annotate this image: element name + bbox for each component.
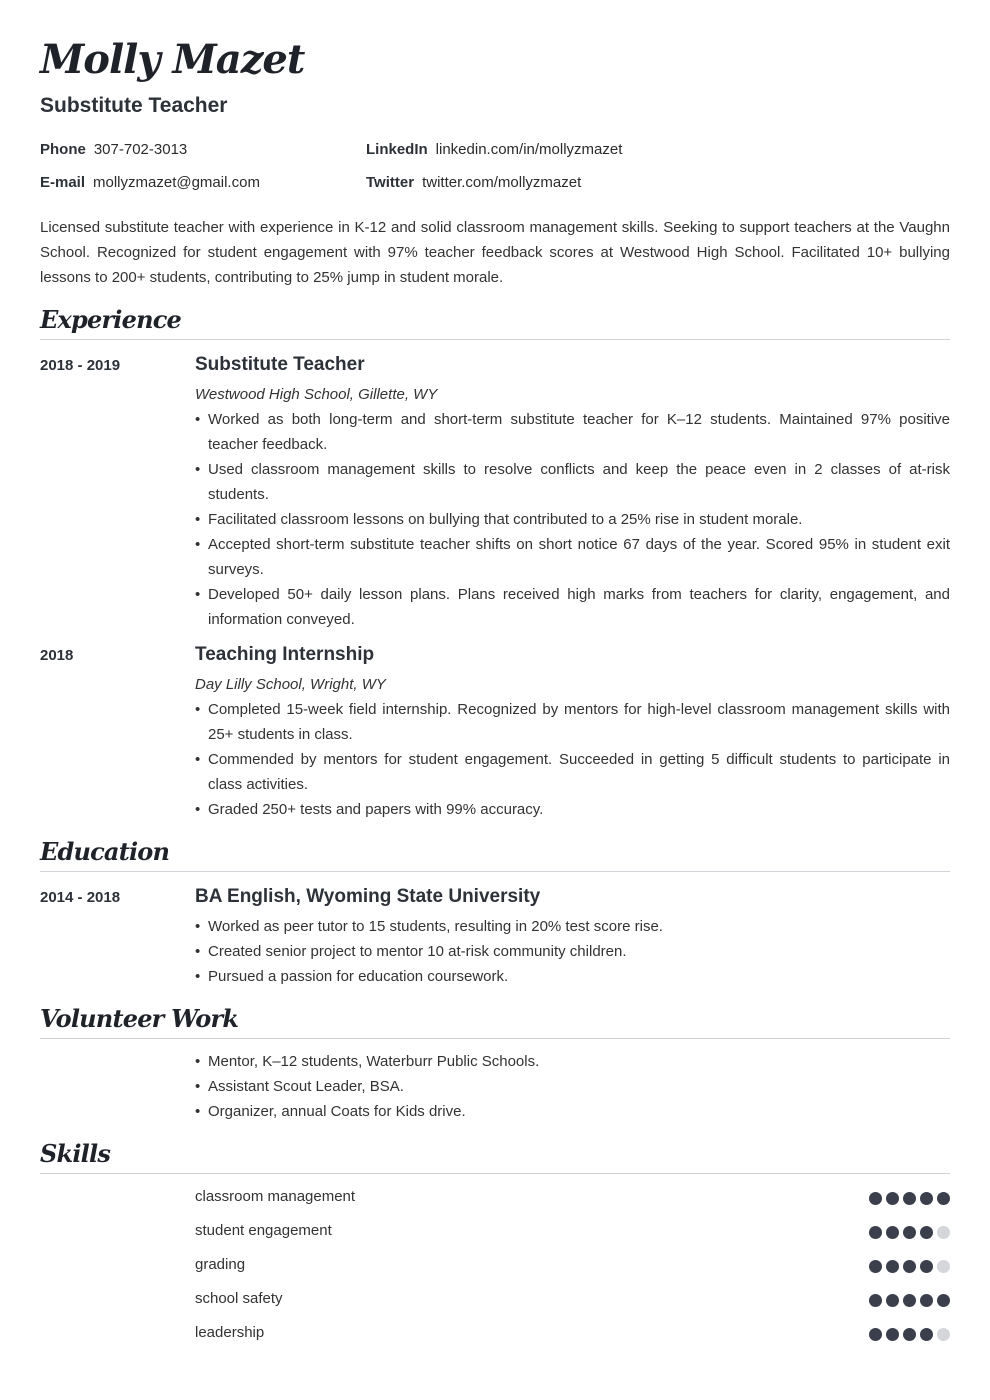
job-1-dates: 2018 - 2019 (40, 357, 121, 374)
list-item: • Completed 15-week field internship. Recognized by mentors for high-level classroom management skills with 25+ students in class. (195, 697, 950, 747)
skill-dot-filled (920, 1260, 933, 1273)
education-bullets (195, 914, 950, 989)
job-1-org: Westwood High School, Gillette, WY (195, 386, 438, 403)
skill-dot-filled (869, 1192, 882, 1205)
contact-twitter (366, 174, 581, 191)
summary: Licensed substitute teacher with experience in K-12 and solid classroom management skills. Seeking to support teachers at the Vaughn School. Recognized for student engagement with 97% teacher feedback scores at Westwood High School. Facilitated 10+ bullying lessons to 200+ students, contributing to 25% jump in student morale. (40, 219, 950, 286)
education-title: BA English, Wyoming State University (195, 886, 541, 907)
skill-dot-filled (920, 1226, 933, 1239)
linkedin-label: LinkedIn (366, 141, 428, 158)
job-1-bullets (195, 407, 950, 632)
list-item: • Used classroom management skills to resolve conflicts and keep the peace even in 2 classes of at-risk students. (195, 457, 950, 507)
list-item: • Worked as both long-term and short-term substitute teacher for K–12 students. Maintained 97% positive teacher feedback. (195, 407, 950, 457)
education-dates: 2014 - 2018 (40, 889, 121, 906)
skill-dot-filled (869, 1294, 882, 1307)
skill-row (195, 1324, 950, 1346)
skill-dot-filled (920, 1328, 933, 1341)
skills-heading-text: Skills (40, 1139, 111, 1168)
skill-dot-empty (937, 1260, 950, 1273)
skill-dot-filled (937, 1192, 950, 1205)
email-label: E-mail (40, 174, 86, 191)
experience-heading-text: Experience (40, 305, 182, 334)
job-2-dates: 2018 (40, 647, 74, 664)
twitter-value: twitter.com/mollyzmazet (422, 174, 582, 191)
skill-dot-filled (869, 1226, 882, 1239)
list-item: • Commended by mentors for student engagement. Succeeded in getting 5 difficult students to participate in class activities. (195, 747, 950, 797)
phone-label: Phone (40, 141, 86, 158)
list-item: • Worked as peer tutor to 15 students, resulting in 20% test score rise. (195, 914, 950, 939)
skill-row (195, 1290, 950, 1312)
contact-linkedin (366, 141, 622, 158)
volunteer-heading-text: Volunteer Work (40, 1004, 239, 1033)
skill-dot-filled (920, 1294, 933, 1307)
skill-dot-filled (869, 1328, 882, 1341)
list-item: • Assistant Scout Leader, BSA. (195, 1074, 950, 1099)
skill-name: classroom management (195, 1188, 356, 1205)
skill-dot-empty (937, 1226, 950, 1239)
contact-phone (40, 141, 187, 158)
skill-dot-filled (903, 1294, 916, 1307)
list-item: • Accepted short-term substitute teacher shifts on short notice 67 days of the year. Scored 95% in student exit surveys. (195, 532, 950, 582)
skill-name: grading (195, 1256, 246, 1273)
list-item: • Mentor, K–12 students, Waterburr Public Schools. (195, 1049, 950, 1074)
list-item: • Graded 250+ tests and papers with 99% accuracy. (195, 797, 950, 822)
skills-heading (40, 1139, 950, 1174)
education-heading-text: Education (40, 837, 170, 866)
list-item: • Developed 50+ daily lesson plans. Plans received high marks from teachers for clarity, engagement, and information conveyed. (195, 582, 950, 632)
experience-heading (40, 305, 950, 340)
skill-dot-filled (937, 1294, 950, 1307)
candidate-name: Molly Mazet (40, 36, 305, 83)
contact-email (40, 174, 260, 191)
skill-dot-filled (886, 1294, 899, 1307)
skill-name: school safety (195, 1290, 283, 1307)
skill-dot-filled (903, 1328, 916, 1341)
linkedin-value: linkedin.com/in/mollyzmazet (435, 141, 623, 158)
job-2-title: Teaching Internship (195, 644, 375, 665)
skill-row (195, 1188, 950, 1210)
list-item: • Organizer, annual Coats for Kids drive. (195, 1099, 950, 1124)
skill-dot-filled (903, 1260, 916, 1273)
candidate-title: Substitute Teacher (40, 94, 228, 117)
twitter-label: Twitter (366, 174, 415, 191)
skill-dot-filled (920, 1192, 933, 1205)
skill-dot-filled (886, 1260, 899, 1273)
job-1-title: Substitute Teacher (195, 354, 365, 375)
job-2-org: Day Lilly School, Wright, WY (195, 676, 386, 693)
skill-rating (869, 1260, 950, 1273)
volunteer-bullets (195, 1049, 950, 1124)
education-heading (40, 837, 950, 872)
skill-dot-filled (886, 1226, 899, 1239)
phone-value: 307-702-3013 (93, 141, 188, 158)
volunteer-heading (40, 1004, 950, 1039)
job-2-bullets (195, 697, 950, 822)
skill-row (195, 1256, 950, 1278)
skill-rating (869, 1192, 950, 1205)
skill-rating (869, 1294, 950, 1307)
skill-dot-filled (903, 1226, 916, 1239)
skill-rating (869, 1226, 950, 1239)
skill-row (195, 1222, 950, 1244)
skill-dot-filled (886, 1192, 899, 1205)
skill-name: student engagement (195, 1222, 332, 1239)
list-item: • Pursued a passion for education coursework. (195, 964, 950, 989)
email-value: mollyzmazet@gmail.com (93, 174, 260, 191)
skill-dot-filled (886, 1328, 899, 1341)
skill-name: leadership (195, 1324, 265, 1341)
skill-dot-filled (869, 1260, 882, 1273)
list-item: • Created senior project to mentor 10 at-risk community children. (195, 939, 950, 964)
skill-dot-filled (903, 1192, 916, 1205)
skill-rating (869, 1328, 950, 1341)
list-item: • Facilitated classroom lessons on bullying that contributed to a 25% rise in student morale. (195, 507, 950, 532)
skill-dot-empty (937, 1328, 950, 1341)
